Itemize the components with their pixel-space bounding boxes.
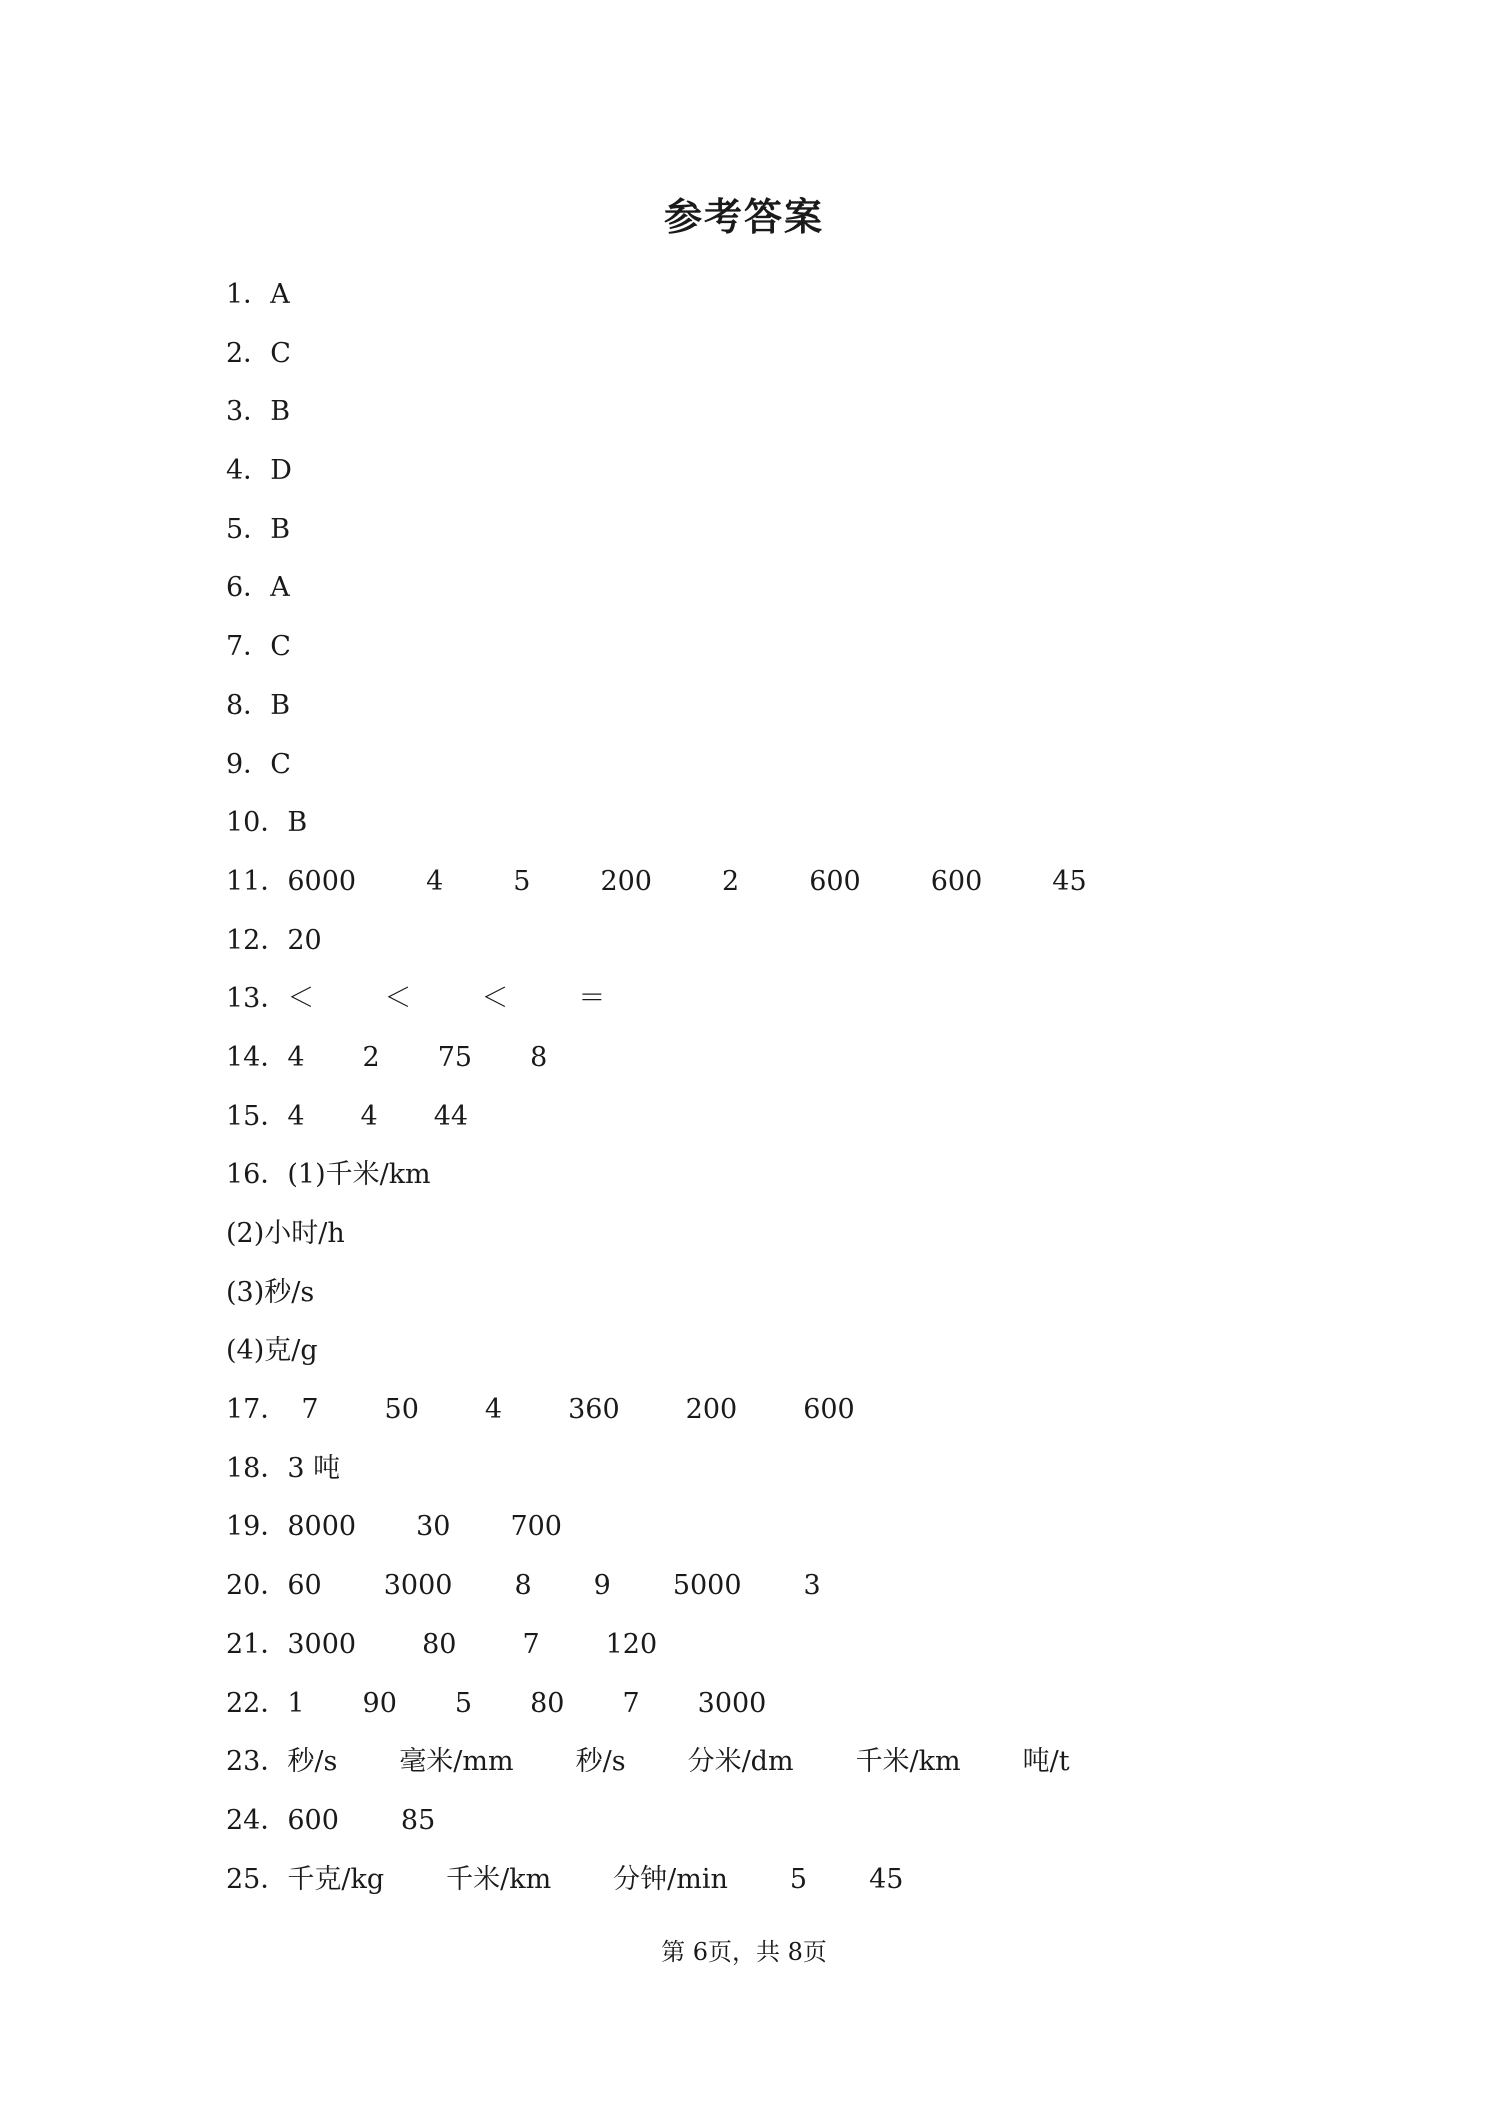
answer-value: 9 xyxy=(593,1570,611,1602)
answer-row xyxy=(226,618,1376,677)
answer-row xyxy=(226,794,1376,853)
answer-value: 分钟/min xyxy=(613,1863,728,1895)
answer-value: 3 xyxy=(803,1570,821,1602)
answer-row xyxy=(226,853,1376,912)
answer-value: 20 xyxy=(287,924,322,956)
answer-value: ＜ xyxy=(481,983,509,1015)
answer-row xyxy=(226,1029,1376,1088)
answer-value: 3000 xyxy=(383,1570,453,1602)
answer-number: 19． xyxy=(226,1511,288,1543)
answer-value: 毫米/mm xyxy=(399,1746,514,1778)
answer-value: 600 xyxy=(809,865,861,897)
answer-value: 45 xyxy=(1052,865,1087,897)
answer-value: 360 xyxy=(568,1394,620,1426)
answer-value: A xyxy=(270,572,290,604)
answer-row xyxy=(226,1205,1376,1264)
answer-value: 80 xyxy=(530,1687,565,1719)
answer-value: ＜ xyxy=(384,983,412,1015)
answer-number: 13． xyxy=(226,983,288,1015)
answer-value: 45 xyxy=(869,1863,904,1895)
answer-value: 600 xyxy=(930,865,983,897)
answer-number: 25． xyxy=(226,1863,288,1895)
answer-value: 85 xyxy=(400,1804,436,1836)
answer-number: 14． xyxy=(226,1041,288,1073)
answer-value: 5 xyxy=(789,1863,808,1895)
answer-row xyxy=(226,1088,1376,1147)
answer-value: ＜ xyxy=(287,983,315,1015)
answer-number: 16． xyxy=(226,1159,288,1191)
answer-row xyxy=(226,677,1376,736)
answer-value: 5 xyxy=(513,865,531,897)
answer-value: 7 xyxy=(301,1394,319,1426)
answer-number: 22． xyxy=(226,1687,288,1719)
answer-number: 10． xyxy=(226,807,288,839)
answer-number: 2． xyxy=(226,337,271,369)
answer-number: 7． xyxy=(226,631,271,663)
answer-value: 4 xyxy=(287,1041,305,1073)
answer-value: 吨/t xyxy=(1022,1746,1070,1778)
answer-number: 5． xyxy=(226,513,271,545)
answer-number: 17． xyxy=(226,1394,288,1426)
answer-value: C xyxy=(270,748,291,780)
answer-number: 3． xyxy=(226,396,271,428)
answer-row xyxy=(226,1616,1376,1675)
answer-value: 44 xyxy=(433,1100,469,1132)
answer-value: 5000 xyxy=(672,1570,742,1602)
answer-value: 8 xyxy=(514,1570,532,1602)
answer-value: B xyxy=(270,513,291,545)
answer-value: 千米/km xyxy=(446,1863,552,1895)
answer-number: 1． xyxy=(226,279,271,310)
answer-value: 3000 xyxy=(287,1628,357,1660)
answer-value: 千克/kg xyxy=(287,1863,385,1895)
answer-value: ＝ xyxy=(578,983,606,1015)
answer-value: 120 xyxy=(605,1628,658,1660)
answer-value: 30 xyxy=(416,1511,451,1543)
answer-value: C xyxy=(270,631,291,663)
answer-value: 3 吨 xyxy=(287,1452,341,1484)
answer-value: (4)克/g xyxy=(226,1335,318,1367)
answer-number: 6． xyxy=(226,572,271,604)
answer-value: 2 xyxy=(362,1041,380,1073)
answer-row xyxy=(226,1440,1376,1499)
answer-row xyxy=(226,1792,1376,1851)
answer-row xyxy=(226,736,1376,795)
answer-value: 1 xyxy=(287,1687,305,1719)
answer-row xyxy=(226,501,1376,560)
answer-value: 2 xyxy=(722,865,740,897)
answer-value: 4 xyxy=(484,1394,503,1426)
answer-row xyxy=(226,266,1376,325)
answer-value: 50 xyxy=(384,1394,419,1426)
answer-value: 8000 xyxy=(287,1511,357,1543)
answer-value: D xyxy=(270,455,292,487)
page-title: 参考答案 xyxy=(663,195,824,239)
answer-row xyxy=(226,1498,1376,1557)
answer-row xyxy=(226,1264,1376,1323)
page-footer: 第 6页，共 8页 xyxy=(661,1938,827,1966)
answer-row xyxy=(226,1146,1376,1205)
answer-value: (1)千米/km xyxy=(287,1159,431,1191)
answer-number: 12． xyxy=(226,924,288,956)
answer-row xyxy=(226,970,1376,1029)
answer-number: 24． xyxy=(226,1804,288,1836)
answer-value: 6000 xyxy=(287,865,357,897)
answer-value: C xyxy=(270,337,291,369)
answer-number: 9． xyxy=(226,748,271,780)
answer-number: 15． xyxy=(226,1100,288,1132)
answer-value: 千米/km xyxy=(855,1746,961,1778)
answer-value: 4 xyxy=(287,1100,305,1132)
answer-number: 21． xyxy=(226,1628,288,1660)
answer-row xyxy=(226,559,1376,618)
answer-value: 80 xyxy=(422,1628,457,1660)
answer-value: 5 xyxy=(454,1687,473,1719)
answer-value: (3)秒/s xyxy=(226,1276,315,1308)
answer-number: 18． xyxy=(226,1452,288,1484)
answer-row xyxy=(226,1851,1376,1910)
answer-value: 3000 xyxy=(697,1687,767,1719)
answer-number: 8． xyxy=(226,689,271,721)
answer-value: 秒/s xyxy=(287,1746,338,1778)
answer-value: 200 xyxy=(685,1394,738,1426)
answer-number: 11． xyxy=(226,865,288,897)
answer-row xyxy=(226,1381,1376,1440)
answer-value: 7 xyxy=(622,1687,640,1719)
answer-row xyxy=(226,325,1376,384)
answer-value: 600 xyxy=(287,1804,339,1836)
answer-number: 20． xyxy=(226,1570,288,1602)
answer-row xyxy=(226,1733,1376,1792)
answer-value: (2)小时/h xyxy=(226,1218,345,1249)
answer-value: 90 xyxy=(362,1687,397,1719)
answer-row xyxy=(226,383,1376,442)
answer-row xyxy=(226,1557,1376,1616)
answer-value: 700 xyxy=(510,1511,562,1543)
answer-value: A xyxy=(270,279,290,310)
answer-number: 4． xyxy=(226,455,271,487)
answer-number: 23． xyxy=(226,1746,288,1778)
answer-value: 200 xyxy=(600,865,652,897)
answer-row xyxy=(226,442,1376,501)
answer-row xyxy=(226,1675,1376,1734)
answer-value: 7 xyxy=(522,1628,540,1660)
answer-list xyxy=(226,266,1376,1909)
answer-value: 4 xyxy=(426,865,444,897)
answer-value: 75 xyxy=(437,1041,473,1073)
answer-value: 4 xyxy=(360,1100,378,1132)
answer-row xyxy=(226,1322,1376,1381)
answer-value: B xyxy=(270,689,291,721)
answer-value: 600 xyxy=(803,1394,855,1426)
answer-value: 8 xyxy=(530,1041,548,1073)
answer-value: 秒/s xyxy=(575,1746,626,1778)
answer-value: B xyxy=(270,396,291,428)
answer-value: 60 xyxy=(287,1570,322,1602)
answer-value: B xyxy=(287,807,308,839)
answer-row xyxy=(226,912,1376,971)
answer-value: 分米/dm xyxy=(687,1746,794,1778)
